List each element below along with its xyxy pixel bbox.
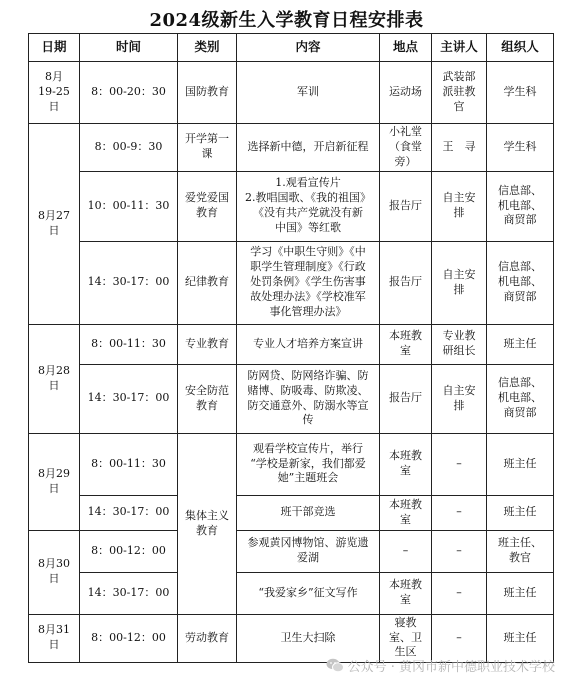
speaker-cell: – — [432, 530, 487, 572]
time-cell: 8：00-11：30 — [80, 324, 178, 364]
header-time: 时间 — [80, 34, 178, 62]
table-row — [29, 572, 554, 614]
place-cell: 报告厅 — [380, 241, 432, 324]
place-cell: 本班教 室 — [380, 324, 432, 364]
table-row — [29, 62, 554, 124]
header-category: 类别 — [178, 34, 237, 62]
content-cell: 专业人才培养方案宣讲 — [237, 324, 380, 364]
header-place: 地点 — [380, 34, 432, 62]
speaker-cell: 自主安 排 — [432, 171, 487, 241]
place-cell: 小礼堂 （食堂 旁） — [380, 124, 432, 172]
header-content: 内容 — [237, 34, 380, 62]
place-cell: 本班教 室 — [380, 572, 432, 614]
category-cell: 开学第一 课 — [178, 124, 237, 172]
speaker-cell: – — [432, 495, 487, 530]
speaker-cell: 王 寻 — [432, 124, 487, 172]
content-cell: 学习《中职生守则》《中 职学生管理制度》《行政 处罚条例》《学生伤害事 故处理办法》《学校准军 事化管理办法》 — [237, 241, 380, 324]
table-row — [29, 241, 554, 324]
organizer-cell: 班主任 — [487, 433, 554, 495]
time-cell: 14：30-17：00 — [80, 364, 178, 433]
organizer-cell: 学生科 — [487, 62, 554, 124]
category-cell: 集体主义 教育 — [178, 433, 237, 614]
time-cell: 14：30-17：00 — [80, 572, 178, 614]
category-cell: 安全防范 教育 — [178, 364, 237, 433]
time-cell: 8：00-12：00 — [80, 614, 178, 662]
organizer-cell: 班主任 — [487, 614, 554, 662]
table-row — [29, 614, 554, 662]
content-cell: 选择新中德，开启新征程 — [237, 124, 380, 172]
organizer-cell: 班主任 — [487, 495, 554, 530]
speaker-cell: 自主安 排 — [432, 364, 487, 433]
time-cell: 14：30-17：00 — [80, 495, 178, 530]
table-row — [29, 171, 554, 241]
content-cell: 军训 — [237, 62, 380, 124]
speaker-cell: – — [432, 614, 487, 662]
watermark-text: 公众号 · 黄冈市新中德职业技术学校 — [347, 660, 555, 675]
date-cell: 8月28 日 — [29, 324, 80, 433]
content-cell: 参观黄冈博物馆、游览遗 爱湖 — [237, 530, 380, 572]
time-cell: 8：00-11：30 — [80, 433, 178, 495]
content-cell: “我爱家乡”征文写作 — [237, 572, 380, 614]
organizer-cell: 信息部、 机电部、 商贸部 — [487, 364, 554, 433]
content-cell: 1.观看宣传片 2.教唱国歌、《我的祖国》 《没有共产党就没有新 中国》等红歌 — [237, 171, 380, 241]
place-cell: 本班教 室 — [380, 433, 432, 495]
wechat-icon — [326, 658, 344, 673]
header-organizer: 组织人 — [487, 34, 554, 62]
time-cell: 8：00-12：00 — [80, 530, 178, 572]
watermark — [326, 656, 555, 675]
place-cell: 运动场 — [380, 62, 432, 124]
place-cell: 寝教 室、卫 生区 — [380, 614, 432, 662]
speaker-cell: 自主安 排 — [432, 241, 487, 324]
date-cell: 8月 19-25 日 — [29, 62, 80, 124]
organizer-cell: 信息部、 机电部、 商贸部 — [487, 171, 554, 241]
speaker-cell: – — [432, 572, 487, 614]
category-cell: 劳动教育 — [178, 614, 237, 662]
table-row — [29, 433, 554, 495]
content-cell: 班干部竞选 — [237, 495, 380, 530]
schedule-table — [28, 33, 554, 663]
date-cell: 8月30 日 — [29, 530, 80, 614]
category-cell: 专业教育 — [178, 324, 237, 364]
time-cell: 14：30-17：00 — [80, 241, 178, 324]
category-cell: 爱党爱国 教育 — [178, 171, 237, 241]
time-cell: 10：00-11：30 — [80, 171, 178, 241]
time-cell: 8：00-9：30 — [80, 124, 178, 172]
header-date: 日期 — [29, 34, 80, 62]
organizer-cell: 信息部、 机电部、 商贸部 — [487, 241, 554, 324]
date-cell: 8月29 日 — [29, 433, 80, 530]
page-title: 2024级新生入学教育日程安排表 — [149, 10, 424, 31]
content-cell: 观看学校宣传片，举行 “学校是新家，我们都爱 她”主题班会 — [237, 433, 380, 495]
header-speaker: 主讲人 — [432, 34, 487, 62]
speaker-cell: 武装部 派驻教 官 — [432, 62, 487, 124]
date-cell: 8月31 日 — [29, 614, 80, 662]
speaker-cell: 专业教 研组长 — [432, 324, 487, 364]
speaker-cell: – — [432, 433, 487, 495]
place-cell: – — [380, 530, 432, 572]
organizer-cell: 班主任 — [487, 324, 554, 364]
place-cell: 报告厅 — [380, 364, 432, 433]
organizer-cell: 班主任 — [487, 572, 554, 614]
place-cell: 本班教 室 — [380, 495, 432, 530]
category-cell: 纪律教育 — [178, 241, 237, 324]
time-cell: 8：00-20：30 — [80, 62, 178, 124]
table-row — [29, 324, 554, 364]
content-cell: 防网贷、防网络诈骗、防 赌博、防吸毒、防欺凌、 防交通意外、防溺水等宣 传 — [237, 364, 380, 433]
content-cell: 卫生大扫除 — [237, 614, 380, 662]
table-row — [29, 124, 554, 172]
table-row — [29, 495, 554, 530]
table-header-row — [29, 34, 554, 62]
organizer-cell: 班主任、 教官 — [487, 530, 554, 572]
table-row — [29, 364, 554, 433]
organizer-cell: 学生科 — [487, 124, 554, 172]
table-row — [29, 530, 554, 572]
category-cell: 国防教育 — [178, 62, 237, 124]
date-cell: 8月27 日 — [29, 124, 80, 325]
place-cell: 报告厅 — [380, 171, 432, 241]
